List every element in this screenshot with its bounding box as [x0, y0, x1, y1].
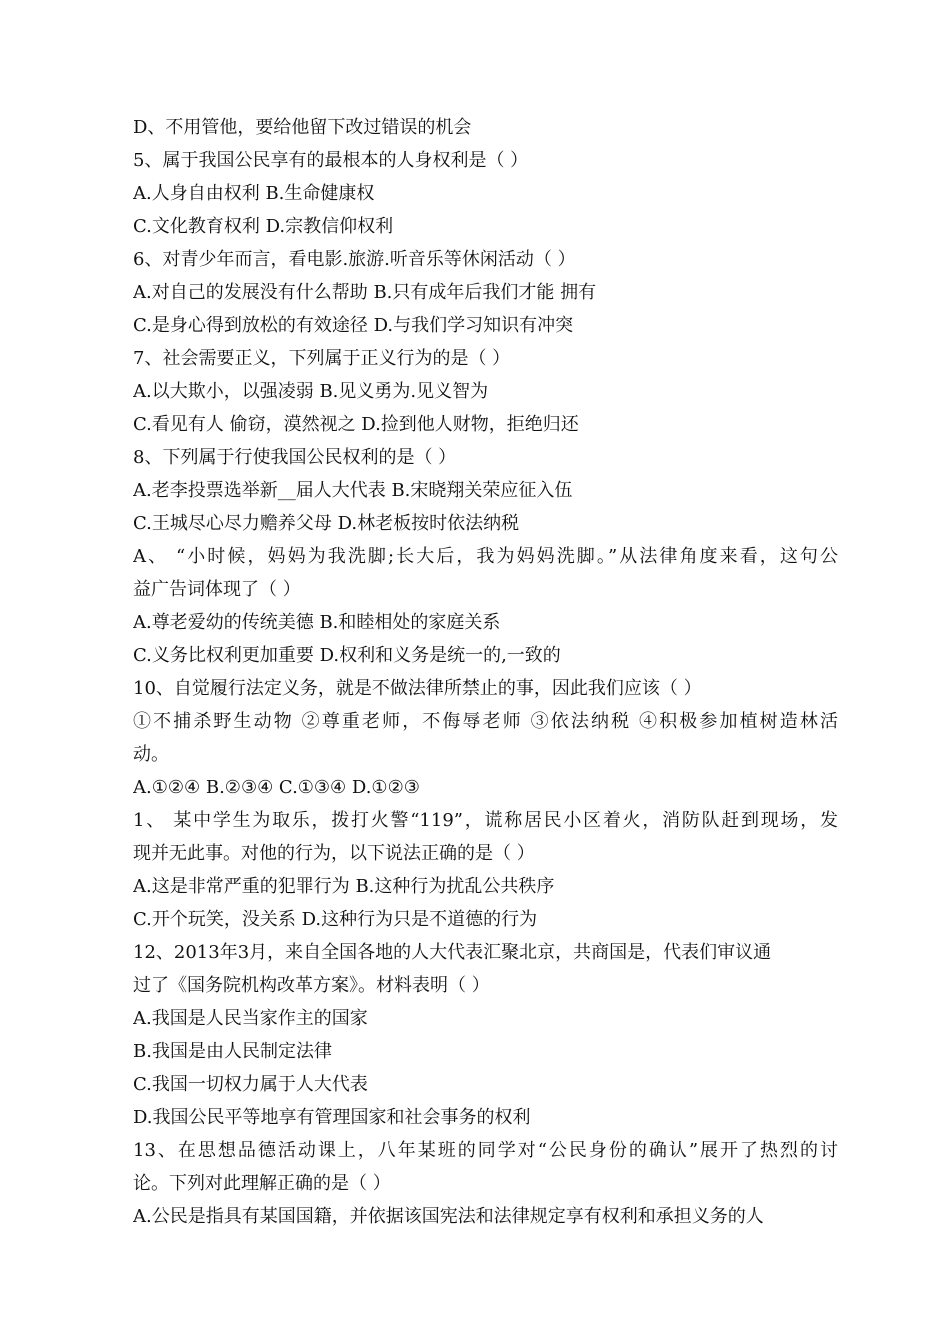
options-q9-cd: C.义务比权利更加重要 D.权利和义务是统一的,一致的 [133, 645, 561, 666]
option-a-q12: A.我国是人民当家作主的国家 [133, 1008, 368, 1029]
question-9-line-1: A、 “小时候，妈妈为我洗脚;长大后，我为妈妈洗脚。”从法律角度来看，这句公 [133, 546, 838, 567]
option-d-q4: D、不用管他，要给他留下改过错误的机会 [133, 117, 472, 138]
options-q7-cd: C.看见有人 偷窃，漠然视之 D.捡到他人财物，拒绝归还 [133, 414, 579, 435]
question-7: 7、社会需要正义，下列属于正义行为的是（ ） [133, 348, 511, 369]
options-q7-ab: A.以大欺小，以强凌弱 B.见义勇为.见义智为 [133, 381, 489, 402]
question-12-line-1: 12、2013年3月，来自全国各地的人大代表汇聚北京，共商国是，代表们审议通 [133, 942, 772, 963]
question-9-line-2: 益广告词体现了（ ） [133, 579, 301, 600]
document-body [133, 111, 838, 1233]
question-10-items-line-1: ①不捕杀野生动物 ②尊重老师，不侮辱老师 ③依法纳税 ④积极参加植树造林活 [133, 711, 838, 732]
option-b-q12: B.我国是由人民制定法律 [133, 1041, 332, 1062]
question-5: 5、属于我国公民享有的最根本的人身权利是（ ） [133, 150, 529, 171]
option-a-q13: A.公民是指具有某国国籍，并依据该国宪法和法律规定享有权利和承担义务的人 [133, 1206, 764, 1227]
options-q5-ab: A.人身自由权利 B.生命健康权 [133, 183, 375, 204]
option-d-q12: D.我国公民平等地享有管理国家和社会事务的权利 [133, 1107, 531, 1128]
question-13-line-1: 13、在思想品德活动课上，八年某班的同学对“公民身份的确认”展开了热烈的讨 [133, 1140, 838, 1161]
options-q8-cd: C.王城尽心尽力赡养父母 D.林老板按时依法纳税 [133, 513, 520, 534]
question-10-items-line-2: 动。 [133, 744, 169, 765]
question-12-line-2: 过了《国务院机构改革方案》。材料表明（ ） [133, 975, 490, 996]
options-q11-cd: C.开个玩笑，没关系 D.这种行为只是不道德的行为 [133, 909, 538, 930]
question-8: 8、下列属于行使我国公民权利的是（ ） [133, 447, 457, 468]
options-q9-ab: A.尊老爱幼的传统美德 B.和睦相处的家庭关系 [133, 612, 501, 633]
options-q8-ab: A.老李投票选举新__届人大代表 B.宋晓翔关荣应征入伍 [133, 480, 573, 501]
question-11-line-2: 现并无此事。对他的行为，以下说法正确的是（ ） [133, 843, 535, 864]
options-q6-cd: C.是身心得到放松的有效途径 D.与我们学习知识有冲突 [133, 315, 574, 336]
question-6: 6、对青少年而言，看电影.旅游.听音乐等休闲活动（ ） [133, 249, 576, 270]
options-q5-cd: C.文化教育权利 D.宗教信仰权利 [133, 216, 394, 237]
options-q6-ab: A.对自己的发展没有什么帮助 B.只有成年后我们才能 拥有 [133, 282, 597, 303]
options-q11-ab: A.这是非常严重的犯罪行为 B.这种行为扰乱公共秩序 [133, 876, 555, 897]
question-10: 10、自觉履行法定义务，就是不做法律所禁止的事，因此我们应该（ ） [133, 678, 702, 699]
option-c-q12: C.我国一切权力属于人大代表 [133, 1074, 368, 1095]
question-13-line-2: 论。下列对此理解正确的是（ ） [133, 1173, 391, 1194]
options-q10: A.①②④ B.②③④ C.①③④ D.①②③ [133, 777, 420, 798]
question-11-line-1: 1、 某中学生为取乐，拨打火警“119”，谎称居民小区着火，消防队赶到现场，发 [133, 810, 838, 831]
